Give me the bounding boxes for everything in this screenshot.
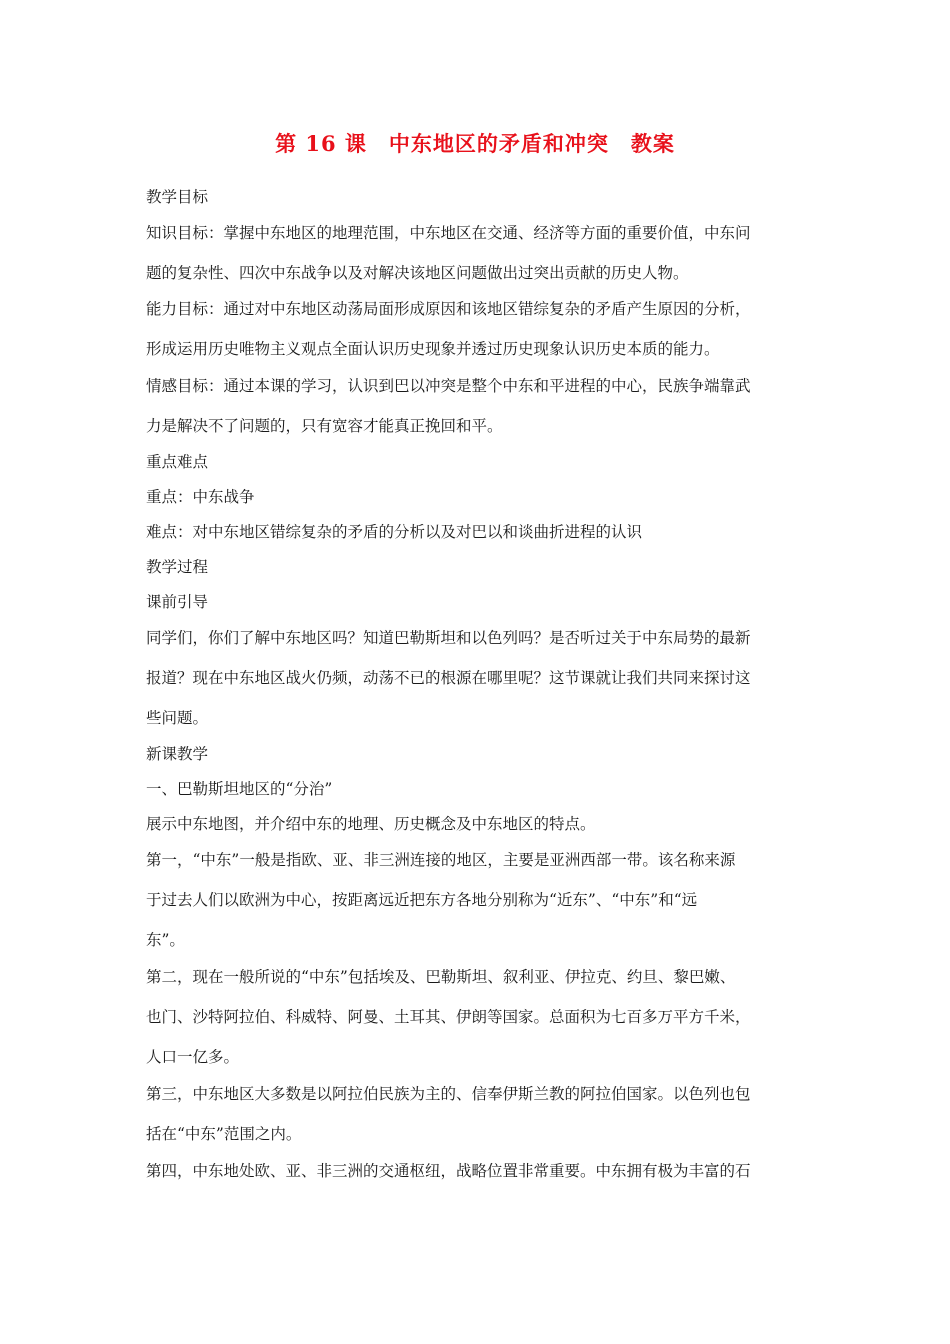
- section-heading: 教学目标: [146, 188, 209, 206]
- paragraph-line: 第一，“中东”一般是指欧、亚、非三洲连接的地区，主要是亚洲西部一带。该名称来源: [146, 851, 736, 869]
- paragraph-line: 能力目标：通过对中东地区动荡局面形成原因和该地区错综复杂的矛盾产生原因的分析，: [146, 300, 751, 318]
- section-heading: 课前引导: [146, 593, 209, 611]
- paragraph-line: 第四，中东地处欧、亚、非三洲的交通枢纽，战略位置非常重要。中东拥有极为丰富的石: [146, 1162, 751, 1180]
- section-heading: 重点难点: [146, 453, 209, 471]
- paragraph-line: 情感目标：通过本课的学习，认识到巴以冲突是整个中东和平进程的中心，民族争端靠武: [146, 377, 751, 395]
- document-body: [146, 180, 808, 1190]
- paragraph-line: 展示中东地图，并介绍中东的地理、历史概念及中东地区的特点。: [146, 815, 596, 833]
- section-heading: 教学过程: [146, 558, 209, 576]
- paragraph-line: 同学们，你们了解中东地区吗？知道巴勒斯坦和以色列吗？是否听过关于中东局势的最新: [146, 629, 751, 647]
- paragraph-line: 些问题。: [146, 709, 209, 727]
- paragraph-line: 难点：对中东地区错综复杂的矛盾的分析以及对巴以和谈曲折进程的认识: [146, 523, 643, 541]
- paragraph-line: 知识目标：掌握中东地区的地理范围，中东地区在交通、经济等方面的重要价值，中东问: [146, 224, 751, 242]
- paragraph-line: 重点：中东战争: [146, 488, 255, 506]
- paragraph-line: 题的复杂性、四次中东战争以及对解决该地区问题做出过突出贡献的历史人物。: [146, 264, 689, 282]
- paragraph-line: 报道？现在中东地区战火仍频，动荡不已的根源在哪里呢？这节课就让我们共同来探讨这: [146, 669, 751, 687]
- paragraph-line: 第二，现在一般所说的“中东”包括埃及、巴勒斯坦、叙利亚、伊拉克、约旦、黎巴嫩、: [146, 968, 736, 986]
- paragraph-line: 括在“中东”范围之内。: [146, 1125, 302, 1143]
- paragraph-line: 形成运用历史唯物主义观点全面认识历史现象并透过历史现象认识历史本质的能力。: [146, 340, 720, 358]
- paragraph-line: 第三，中东地区大多数是以阿拉伯民族为主的、信奉伊斯兰教的阿拉伯国家。以色列也包: [146, 1085, 751, 1103]
- paragraph-line: 力是解决不了问题的，只有宽容才能真正挽回和平。: [146, 417, 503, 435]
- paragraph-line: 东”。: [146, 931, 185, 949]
- document-title: 第 16 课 中东地区的矛盾和冲突 教案: [275, 131, 675, 156]
- section-heading: 新课教学: [146, 745, 209, 763]
- paragraph-line: 于过去人们以欧洲为中心，按距离远近把东方各地分别称为“近东”、“中东”和“远: [146, 891, 698, 909]
- section-heading: 一、巴勒斯坦地区的“分治”: [146, 780, 333, 798]
- paragraph-line: 也门、沙特阿拉伯、科威特、阿曼、土耳其、伊朗等国家。总面积为七百多万平方千米，: [146, 1008, 751, 1026]
- paragraph-line: 人口一亿多。: [146, 1048, 240, 1066]
